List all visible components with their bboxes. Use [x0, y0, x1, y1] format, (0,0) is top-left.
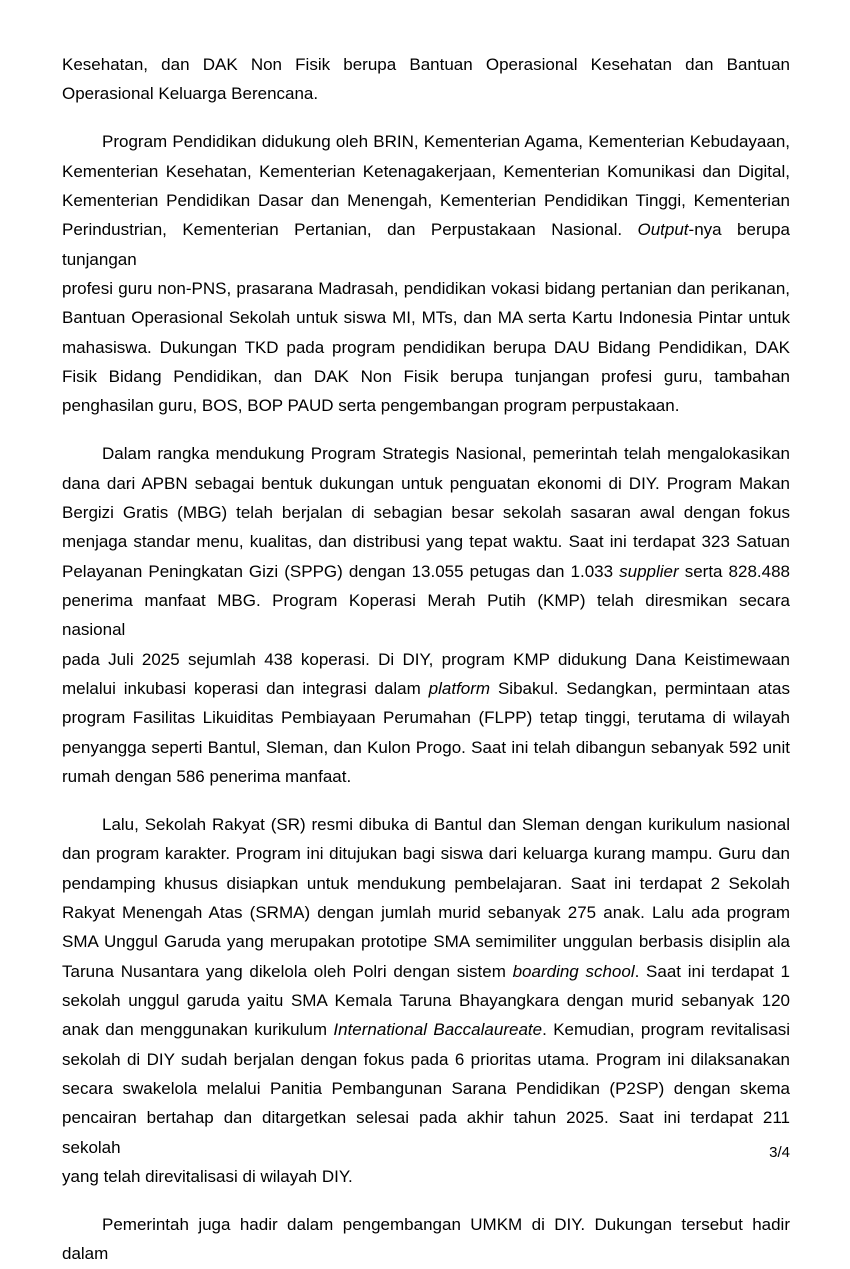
text-line: [62, 1045, 790, 1074]
text-run: . Kemudian, program revitalisasi: [542, 1020, 790, 1040]
text-run: Program Pendidikan didukung oleh BRIN, Kementerian Agama, Kementerian Kebudayaan,: [102, 132, 790, 152]
text-line: [62, 439, 790, 468]
text-run: Pemerintah juga hadir dalam pengembangan UMKM di DIY. Dukungan tersebut hadir dalam: [62, 1215, 790, 1264]
text-line: [62, 733, 790, 762]
text-run: Pelayanan Peningkatan Gizi (SPPG) dengan 13.055 petugas dan 1.033: [62, 561, 620, 581]
text-line: [62, 1162, 790, 1191]
text-run: profesi guru non-PNS, prasarana Madrasah, pendidikan vokasi bidang pertanian dan perikanan,: [62, 279, 790, 298]
text-line: [62, 527, 790, 556]
text-line: [62, 703, 790, 732]
paragraph: [62, 1210, 790, 1269]
text-run: dan program karakter. Program ini ditujukan bagi siswa dari keluarga kurang mampu. Guru dan: [62, 844, 790, 864]
text-line: [62, 1074, 790, 1103]
text-line: [62, 469, 790, 498]
text-line: [62, 957, 790, 986]
text-line: [62, 1015, 790, 1044]
text-line: [62, 498, 790, 527]
text-run: Kementerian Kesehatan, Kementerian Ketenagakerjaan, Kementerian Komunikasi dan Digital,: [62, 161, 790, 181]
text-run: Taruna Nusantara yang dikelola oleh Polri dengan sistem: [62, 961, 513, 981]
text-line: [62, 557, 790, 586]
text-run: melalui inkubasi koperasi dan integrasi dalam: [62, 679, 429, 699]
text-run: pendamping khusus disiapkan untuk mendukung pembelajaran. Saat ini terdapat 2 Sekolah: [62, 873, 790, 893]
text-run: menjaga standar menu, kualitas, dan distribusi yang tepat waktu. Saat ini terdapat 323 Satuan: [62, 532, 790, 552]
text-run: mahasiswa. Dukungan TKD pada program pendidikan berupa DAU Bidang Pendidikan, DAK: [62, 337, 790, 357]
paragraph: [62, 127, 790, 420]
text-run: secara swakelola melalui Panitia Pembangunan Sarana Pendidikan (P2SP) dengan skema: [62, 1079, 790, 1099]
text-line: [62, 127, 790, 156]
text-line: [62, 869, 790, 898]
text-run: pada Juli 2025 sejumlah 438 koperasi. Di DIY, program KMP didukung Dana Keistimewaan: [62, 649, 790, 669]
text-line: [62, 303, 790, 332]
text-line: [62, 1103, 790, 1162]
text-line: [62, 674, 790, 703]
text-run: Sibakul. Sedangkan, permintaan atas: [490, 679, 790, 699]
text-line: [62, 898, 790, 927]
italic-text-run: platform: [428, 679, 491, 699]
paragraph: [62, 439, 790, 791]
text-run: penyangga seperti Bantul, Sleman, dan Kulon Progo. Saat ini telah dibangun sebanyak 592 unit: [62, 737, 790, 757]
text-run: sekolah di DIY sudah berjalan dengan fokus pada 6 prioritas utama. Program ini dilaksanakan: [62, 1049, 790, 1069]
paragraph: [62, 50, 790, 109]
text-line: [62, 215, 790, 274]
text-run: Dalam rangka mendukung Program Strategis Nasional, pemerintah telah mengalokasikan: [102, 444, 790, 464]
text-line: [62, 1210, 790, 1269]
text-line: [62, 927, 790, 956]
text-line: [62, 839, 790, 868]
text-line: [62, 586, 790, 645]
text-run: sekolah unggul garuda yaitu SMA Kemala Taruna Bhayangkara dengan murid sebanyak 120: [62, 991, 790, 1011]
text-line: [62, 79, 790, 108]
document-text: [62, 50, 790, 1269]
text-run: Operasional Keluarga Berencana.: [62, 84, 319, 104]
text-run: . Saat ini terdapat 1: [634, 961, 790, 981]
text-line: [62, 50, 790, 79]
text-run: rumah dengan 586 penerima manfaat.: [62, 767, 352, 787]
text-line: [62, 810, 790, 839]
text-run: Kesehatan, dan DAK Non Fisik berupa Bantuan Operasional Kesehatan dan Bantuan: [62, 55, 790, 74]
text-line: [62, 391, 790, 420]
italic-text-run: International Baccalaureate: [333, 1020, 543, 1040]
italic-text-run: boarding school: [512, 961, 635, 981]
italic-text-run: Output: [637, 220, 689, 240]
text-line: [62, 986, 790, 1015]
text-line: [62, 186, 790, 215]
text-line: [62, 645, 790, 674]
text-run: Rakyat Menengah Atas (SRMA) dengan jumlah murid sebanyak 275 anak. Lalu ada program: [62, 903, 790, 923]
text-line: [62, 762, 790, 791]
text-run: Bantuan Operasional Sekolah untuk siswa MI, MTs, dan MA serta Kartu Indonesia Pintar untuk: [62, 308, 790, 328]
text-run: Fisik Bidang Pendidikan, dan DAK Non Fisik berupa tunjangan profesi guru, tambahan: [62, 367, 790, 387]
text-run: Kementerian Pendidikan Dasar dan Menengah, Kementerian Pendidikan Tinggi, Kementerian: [62, 190, 790, 210]
text-run: SMA Unggul Garuda yang merupakan prototipe SMA semimiliter unggulan berbasis disiplin ala: [62, 932, 790, 952]
text-run: Lalu, Sekolah Rakyat (SR) resmi dibuka di Bantul dan Sleman dengan kurikulum nasional: [102, 815, 790, 835]
text-run: dana dari APBN sebagai bentuk dukungan untuk penguatan ekonomi di DIY. Program Makan: [62, 473, 790, 493]
italic-text-run: supplier: [619, 561, 679, 581]
text-run: penerima manfaat MBG. Program Koperasi Merah Putih (KMP) telah diresmikan secara nasional: [62, 591, 790, 640]
text-run: yang telah direvitalisasi di wilayah DIY.: [62, 1167, 353, 1187]
text-line: [62, 362, 790, 391]
text-run: pencairan bertahap dan ditargetkan selesai pada akhir tahun 2025. Saat ini terdapat 211 sekolah: [62, 1108, 790, 1157]
text-run: program Fasilitas Likuiditas Pembiayaan Perumahan (FLPP) tetap tinggi, terutama di wilayah: [62, 708, 790, 728]
text-run: Perindustrian, Kementerian Pertanian, dan Perpustakaan Nasional.: [62, 220, 638, 240]
paragraph: [62, 810, 790, 1191]
text-run: serta 828.488: [678, 561, 790, 581]
text-run: Bergizi Gratis (MBG) telah berjalan di sebagian besar sekolah sasaran awal dengan fokus: [62, 503, 790, 522]
text-run: anak dan menggunakan kurikulum: [62, 1020, 334, 1040]
page-number: 3/4: [769, 1144, 790, 1161]
text-run: penghasilan guru, BOS, BOP PAUD serta pengembangan program perpustakaan.: [62, 396, 680, 416]
text-line: [62, 274, 790, 303]
text-line: [62, 333, 790, 362]
text-line: [62, 157, 790, 186]
text-run: -nya berupa tunjangan: [62, 220, 790, 269]
